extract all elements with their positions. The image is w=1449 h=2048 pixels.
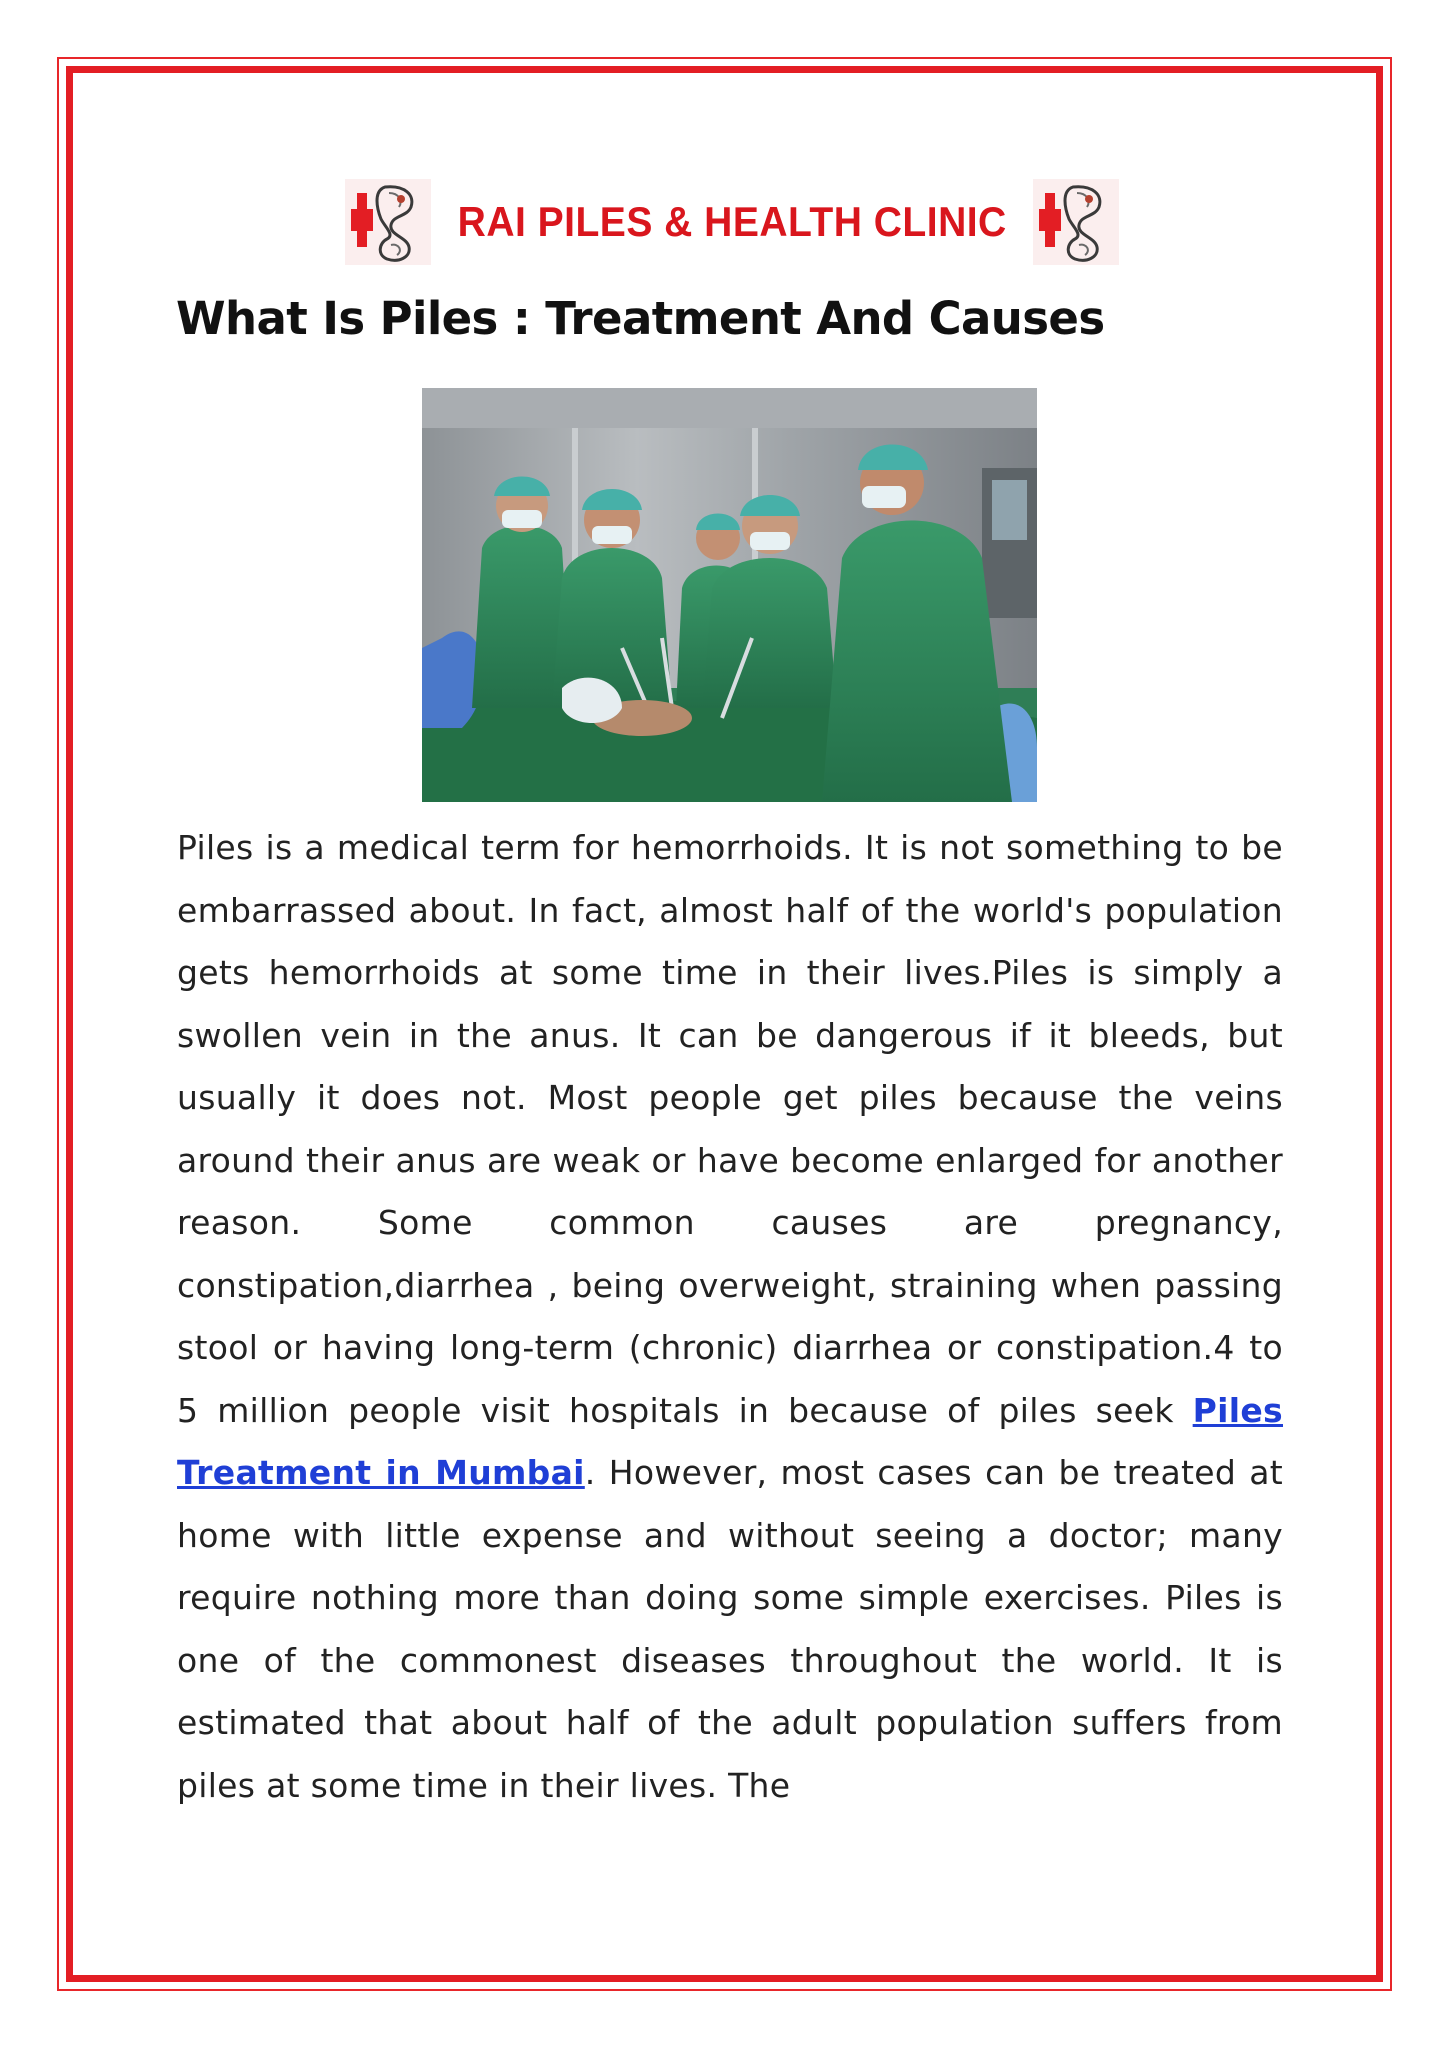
anatomy-emblem-icon [1033,179,1119,265]
anatomy-emblem-icon [345,179,431,265]
clinic-logo [356,179,1108,265]
article-text-part-1: Piles is a medical term for hemorrhoids. It is not something to be embarrassed about. In fact, almost half of the world's population gets hemorrhoids at some time in their lives.Piles is simply a swollen vein in the anus. It can be dangerous if it bleeds, but usually it does not. Most people get piles because the veins around their anus are weak or have become enlarged for another reason. Some common causes are pregnancy, constipation,diarrhea , being overweight, straining when passing stool or having long-term (chronic) diarrhea or constipation.4 to 5 million people visit hospitals in because of piles seek [177,828,1283,1430]
clinic-name: RAI PILES & HEALTH CLINIC [457,198,1007,245]
article-text-part-2: . However, most cases can be treated at home with little expense and without seeing a doctor; many require nothing more than doing some simple exercises. Piles is one of the commonest diseases throughout the world. It is estimated that about half of the adult population suffers from piles at some time in their lives. The [177,1453,1283,1805]
surgery-team-photo [422,388,1037,802]
page-title: What Is Piles : Treatment And Causes [176,292,1105,345]
article-body [177,817,1283,1817]
piles-treatment-link[interactable]: Piles Treatment in Mumbai [177,1390,1283,1492]
